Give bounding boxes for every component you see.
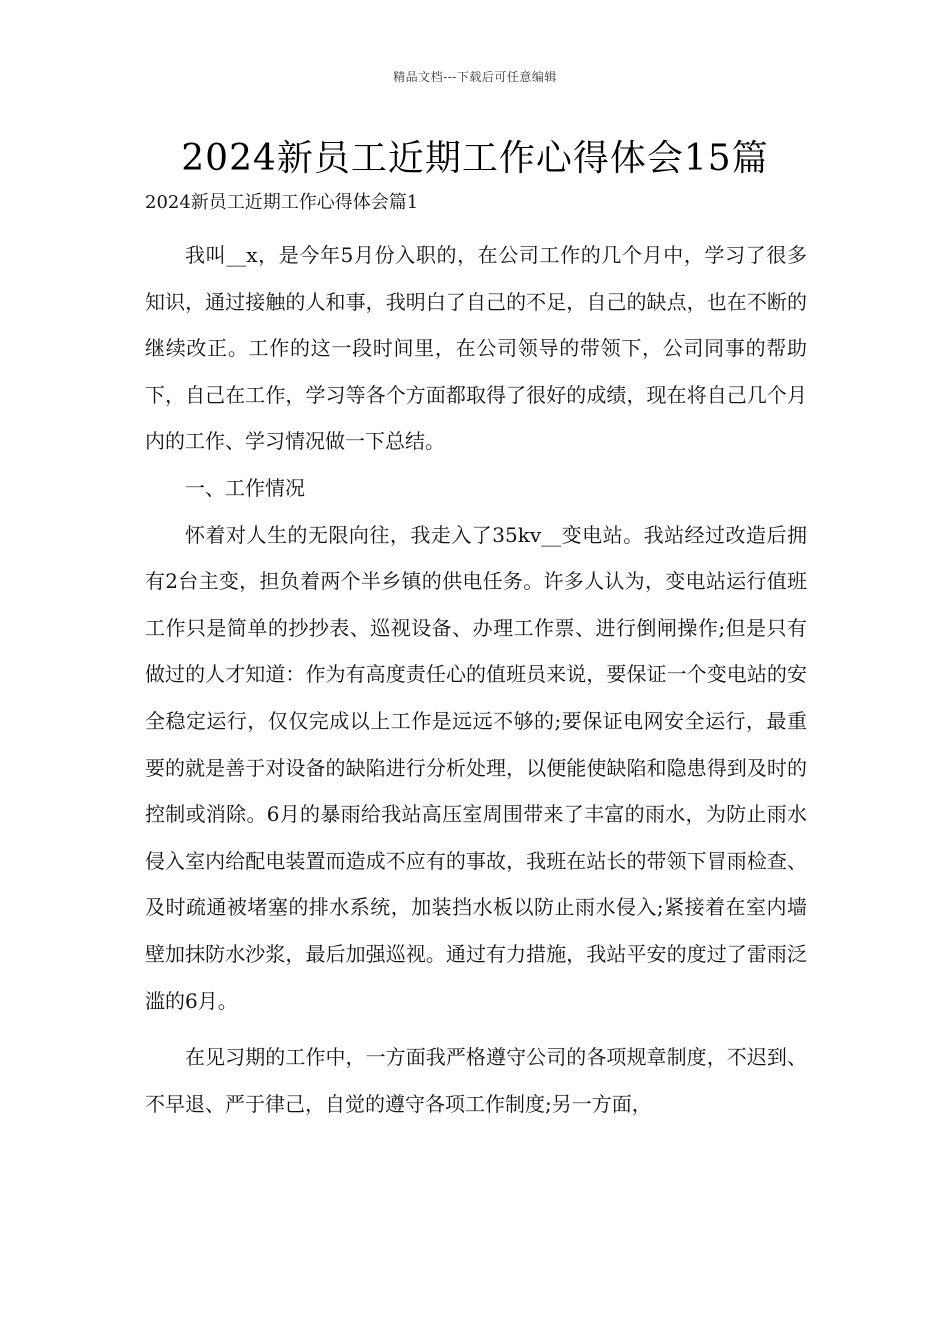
section-subtitle: 2024新员工近期工作心得体会篇1 (145, 192, 419, 213)
header-note: 精品文档---下载后可任意编辑 (393, 70, 557, 84)
paragraph-intro: 我叫__x，是今年5月份入职的，在公司工作的几个月中，学习了很多知识，通过接触的人和事，我明白了自己的不足，自己的缺点，也在不断的继续改正。工作的这一段时间里，在公司领导的带领下，公司同事的帮助下，自己在工作，学习等各个方面都取得了很好的成绩，现在将自己几个月内的工作、学习情况做一下总结。 (145, 243, 807, 454)
document-title: 2024新员工近期工作心得体会15篇 (181, 138, 769, 179)
document-body (145, 232, 807, 1127)
paragraph-probation: 在见习期的工作中，一方面我严格遵守公司的各项规章制度，不迟到、不早退、严于律己，自觉的遵守各项工作制度;另一方面， (145, 1045, 807, 1116)
paragraph-work-details: 怀着对人生的无限向往，我走入了35kv__变电站。我站经过改造后拥有2台主变，担负着两个半乡镇的供电任务。许多人认为，变电站运行值班工作只是简单的抄抄表、巡视设备、办理工作票、进行倒闸操作;但是只有做过的人才知道：作为有高度责任心的值班员来说，要保证一个变电站的安全稳定运行，仅仅完成以上工作是远远不够的;要保证电网安全运行，最重要的就是善于对设备的缺陷进行分析处理，以便能使缺陷和隐患得到及时的控制或消除。6月的暴雨给我站高压室周围带来了丰富的雨水，为防止雨水侵入室内给配电装置而造成不应有的事故，我班在站长的带领下冒雨检查、及时疏通被堵塞的排水系统，加装挡水板以防止雨水侵入;紧接着在室内墙壁加抹防水沙浆，最后加强巡视。通过有力措施，我站平安的度过了雷雨泛滥的6月。 (145, 522, 807, 1013)
section-heading-work: 一、工作情况 (185, 475, 305, 500)
